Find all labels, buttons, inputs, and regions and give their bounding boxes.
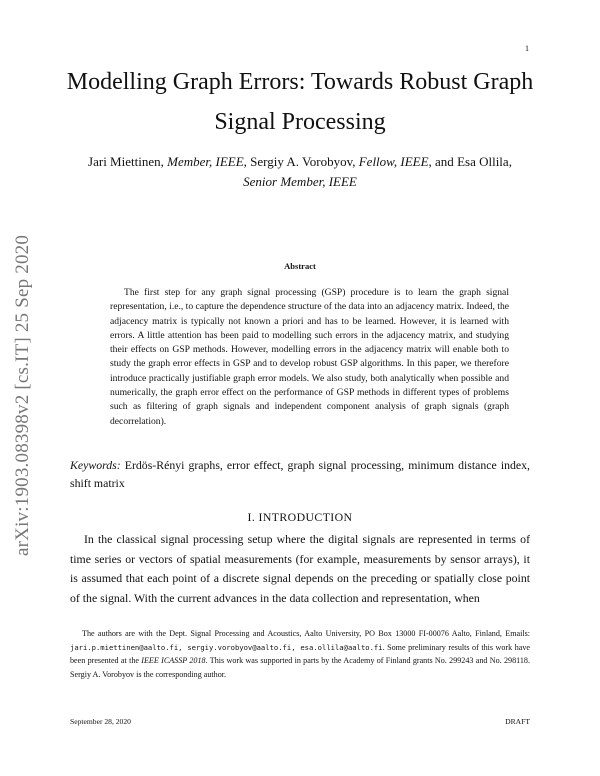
footnote-emails: jari.p.miettinen@aalto.fi, sergiy.vorobyov@aalto.fi, esa.ollila@aalto.fi — [70, 642, 383, 652]
section-heading: I. INTRODUCTION — [247, 510, 353, 524]
author-name: Esa Ollila — [457, 154, 509, 169]
footer-date: September 28, 2020 — [70, 717, 131, 726]
author-name: Jari Miettinen — [88, 154, 161, 169]
author-role: Senior Member, IEEE — [243, 174, 357, 189]
footnote-affiliation: The authors are with the Dept. Signal Processing and Acoustics, Aalto University, PO Box 13000 FI-00076 Aalto, Finland, Emails: — [82, 629, 530, 638]
abstract-heading: Abstract — [284, 261, 316, 271]
footnote-text: . Some preliminary results of this work have been presented at the — [70, 642, 530, 666]
author-separator: , and — [428, 154, 458, 169]
author-role: Member, IEEE — [167, 154, 244, 169]
footer-status: DRAFT — [505, 717, 530, 726]
keywords — [70, 456, 530, 492]
paper-title: Modelling Graph Errors: Towards Robust Graph Signal Processing — [66, 69, 534, 135]
author-role: Fellow, IEEE — [358, 154, 429, 169]
author-list: Jari Miettinen, Member, IEEE, Sergiy A. Vorobyov, Fellow, IEEE, and Esa Ollila, Senior Member, IEEE — [88, 154, 512, 189]
keywords-text: Erdös-Rényi graphs, error effect, graph signal processing, minimum distance index, shift matrix — [70, 458, 531, 490]
section-body: In the classical signal processing setup where the digital signals are represented in terms of time series or vectors of spatial measurements (for example, measurements by sensor arrays), it is assumed that each point of a discrete signal depends on the preceding or spatially close point of the signal. With the current advances in the data collection and representation, when — [70, 532, 530, 605]
author-separator: , — [243, 154, 251, 169]
abstract-body: The first step for any graph signal processing (GSP) procedure is to learn the graph signal representation, i.e., to capture the dependence structure of the data into an adjacency matrix. Indeed, the adjacency matrix is typically not known a priori and has to be learned. However, it is learned with errors. A little attention has been paid to modelling such errors in the adjacency matrix, and studying their effects on GSP methods. However, modelling errors in the adjacency matrix will enable both to study the graph error effects in GSP and to develop robust GSP algorithms. In this paper, we therefore introduce practically justifiable graph error models. We also study, both analytically when possible and numerically, the graph error effect on the performance of GSP methods in different types of problems such as filtering of graph signals and independent component analysis of graph signals (graph decorrelation). — [110, 287, 509, 427]
footnote-venue: IEEE ICASSP 2018 — [141, 656, 206, 666]
footnote — [70, 627, 530, 681]
arxiv-stamp: arXiv:1903.08398v2 [cs.IT] 25 Sep 2020 — [12, 234, 33, 556]
author-name: Sergiy A. Vorobyov — [250, 154, 353, 169]
page-number: 1 — [525, 44, 529, 53]
footnote-funding: . This work was supported in parts by the Academy of Finland grants No. 299243 and No. 298118. Sergiy A. Vorobyov is the corresponding author. — [70, 656, 530, 679]
keywords-label: Keywords: — [70, 458, 121, 472]
